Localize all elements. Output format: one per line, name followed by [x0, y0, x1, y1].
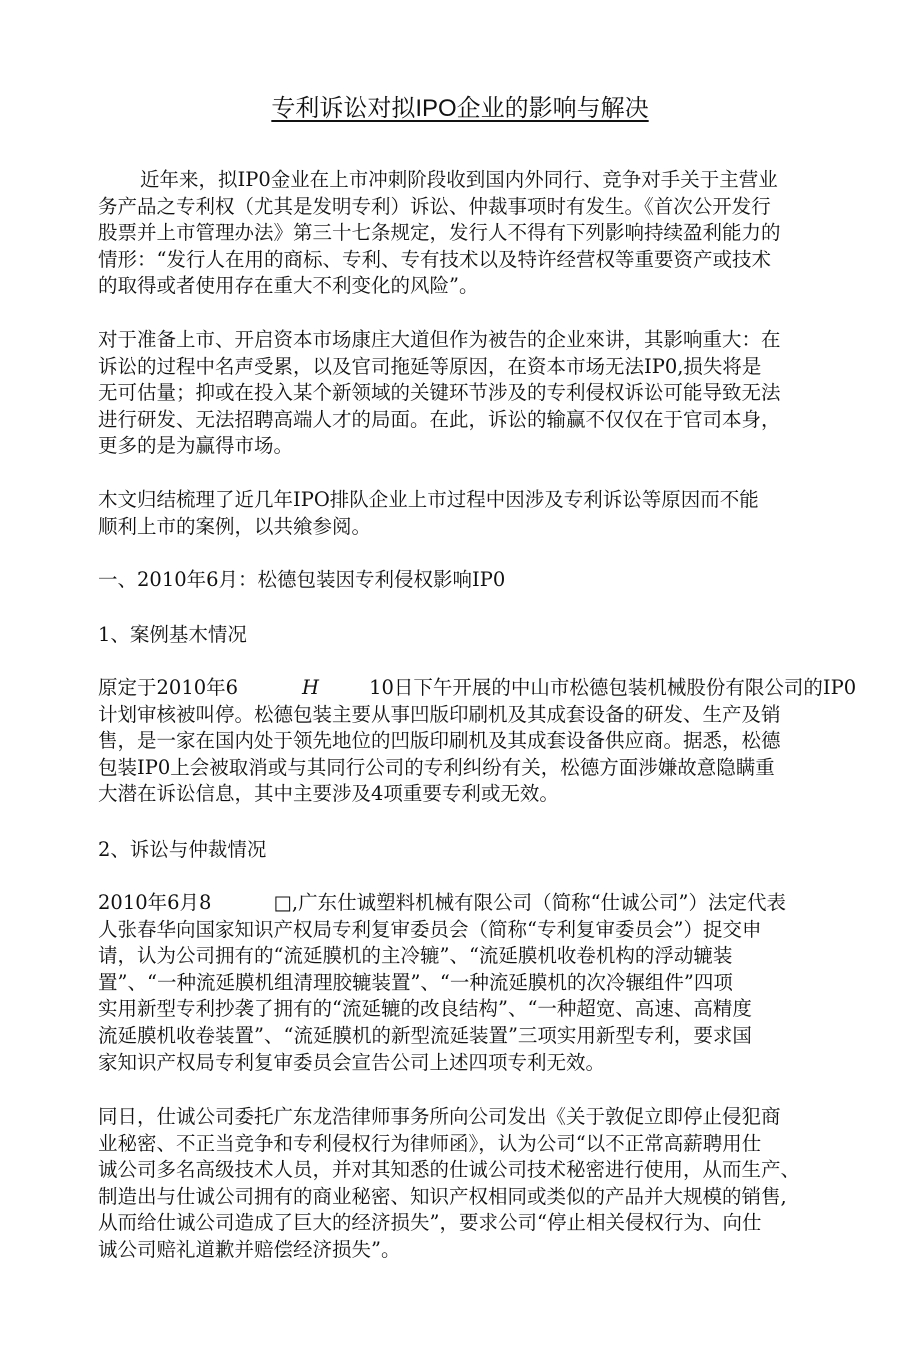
text-line: 请，认为公司拥有的“流延膜机的主冷辘”、“流延膜机收卷机构的浮动辘装 [98, 944, 733, 968]
text-segment: 2010年6月8 [98, 891, 212, 914]
text-line: 一、2010年6月：松德包装因专利侵权影响IP0 [98, 568, 506, 591]
paragraph [98, 167, 781, 300]
document-title-text: 专利诉讼对拟IPO企业的影响与解决 [271, 95, 649, 122]
text-line: 务产品之专利权（尤其是发明专利）诉讼、仲裁事项时有发生。《首次公开发行 [98, 194, 771, 218]
text-line: 诉讼的过程中名声受累，以及官司拖延等原因，在资本市场无法IP0,损失将是 [98, 354, 762, 378]
text-line: 木文归结梳理了近几年IPO排队企业上市过程中因涉及专利诉讼等原因而不能 [98, 488, 759, 511]
text-line: 人张春华向国家知识产权局专利复审委员会（简称“专利复审委员会”）捉交申 [98, 917, 762, 941]
text-line: 家知识产权局专利复审委员会宣告公司上述四项专利无效。 [98, 1050, 606, 1074]
text-line: 实用新型专利抄袭了拥有的“流延辘的改良结构”、“一种超宽、高速、高精度 [98, 997, 752, 1021]
text-segment: H [302, 676, 320, 699]
text-line: 置”、“一种流延膜机组清理胶辘装置”、“一种流延膜机的次冷辗组件”四项 [98, 970, 733, 994]
text-segment: □,广东仕诚塑料机械有限公司（简称“仕诚公司”）法定代表 [273, 891, 787, 914]
text-line: 大潜在诉讼信息，其中主要涉及4项重要专利或无效。 [98, 782, 559, 806]
paragraph [98, 487, 759, 540]
paragraph [98, 327, 781, 460]
text-line [98, 890, 786, 917]
section-heading [98, 837, 266, 864]
text-line: 2、诉讼与仲裁情况 [98, 838, 267, 861]
text-line: 更多的是为赢得市场。 [98, 434, 294, 458]
text-line: 股票并上市管理办法》第三十七条规定，发行人不得有下列影响持续盈利能力的 [98, 221, 781, 245]
text-line [98, 675, 856, 702]
text-line: 进行研发、无法招聘高端人才的局面。在此，诉讼的输赢不仅仅在于官司本身， [98, 407, 781, 431]
text-segment: 10日下午开展的中山市松德包装机械股份有限公司的IP0 [369, 676, 857, 699]
section-heading [98, 622, 247, 649]
text-line: 1、案例基木情况 [98, 623, 247, 646]
text-line: 顺利上市的案例，以共飨参阅。 [98, 514, 372, 538]
text-line: 计划审核被叫停。松德包装主要从事凹版印刷机及其成套设备的研发、生产及销 [98, 702, 781, 726]
paragraph [98, 675, 856, 808]
text-line: 诚公司赔礼道歉并赔偿经济损失”。 [98, 1237, 401, 1261]
text-line: 近年来，拟IP0金业在上市冲刺阶段收到国内外同行、竞争对手关于主营业 [140, 168, 778, 191]
text-line: 的取得或者使用存在重大不利变化的风险”。 [98, 274, 479, 298]
text-line: 对于准备上市、开启资本市场康庄大道但作为被告的企业來讲，其影响重大：在 [98, 328, 781, 351]
text-line: 流延膜机收卷装置”、“流延膜机的新型流延装置”三项实用新型专利，要求国 [98, 1023, 752, 1047]
text-line: 同日，仕诚公司委托广东龙浩律师事务所向公司发出《关于敦促立即停止侵犯商 [98, 1105, 781, 1128]
section-heading [98, 567, 505, 594]
document-title [0, 94, 920, 124]
text-line: 业秘密、不正当竞争和专利侵权行为律师函》，认为公司“以不正常高薪聘用仕 [98, 1131, 762, 1155]
text-segment: 原定于2010年6 [98, 676, 239, 699]
text-line: 从而给仕诚公司造成了巨大的经济损失”，要求公司“停止相关侵权行为、向仕 [98, 1211, 762, 1235]
text-line: 售，是一家在国内处于领先地位的凹版印刷机及其成套设备供应商。据悉，松德 [98, 729, 781, 753]
text-line: 诚公司多名高级技术人员，并对其知悉的仕诚公司技术秘密进行使用，从而生产、 [98, 1158, 801, 1182]
paragraph [98, 890, 786, 1076]
text-line: 无可估量；抑或在投入某个新领域的关键环节涉及的专利侵权诉讼可能导致无法 [98, 381, 781, 405]
text-line: 制造出与仕诚公司拥有的商业秘密、知识产权相同或类似的产品并大规模的销售, [98, 1184, 787, 1208]
text-line: 包装IP0上会被取消或与其同行公司的专利纠纷有关，松德方面涉嫌故意隐瞒重 [98, 755, 775, 779]
paragraph [98, 1104, 800, 1264]
text-line: 情形：“发行人在用的商标、专利、专有技术以及特许经营权等重要资产或技术 [98, 247, 771, 271]
